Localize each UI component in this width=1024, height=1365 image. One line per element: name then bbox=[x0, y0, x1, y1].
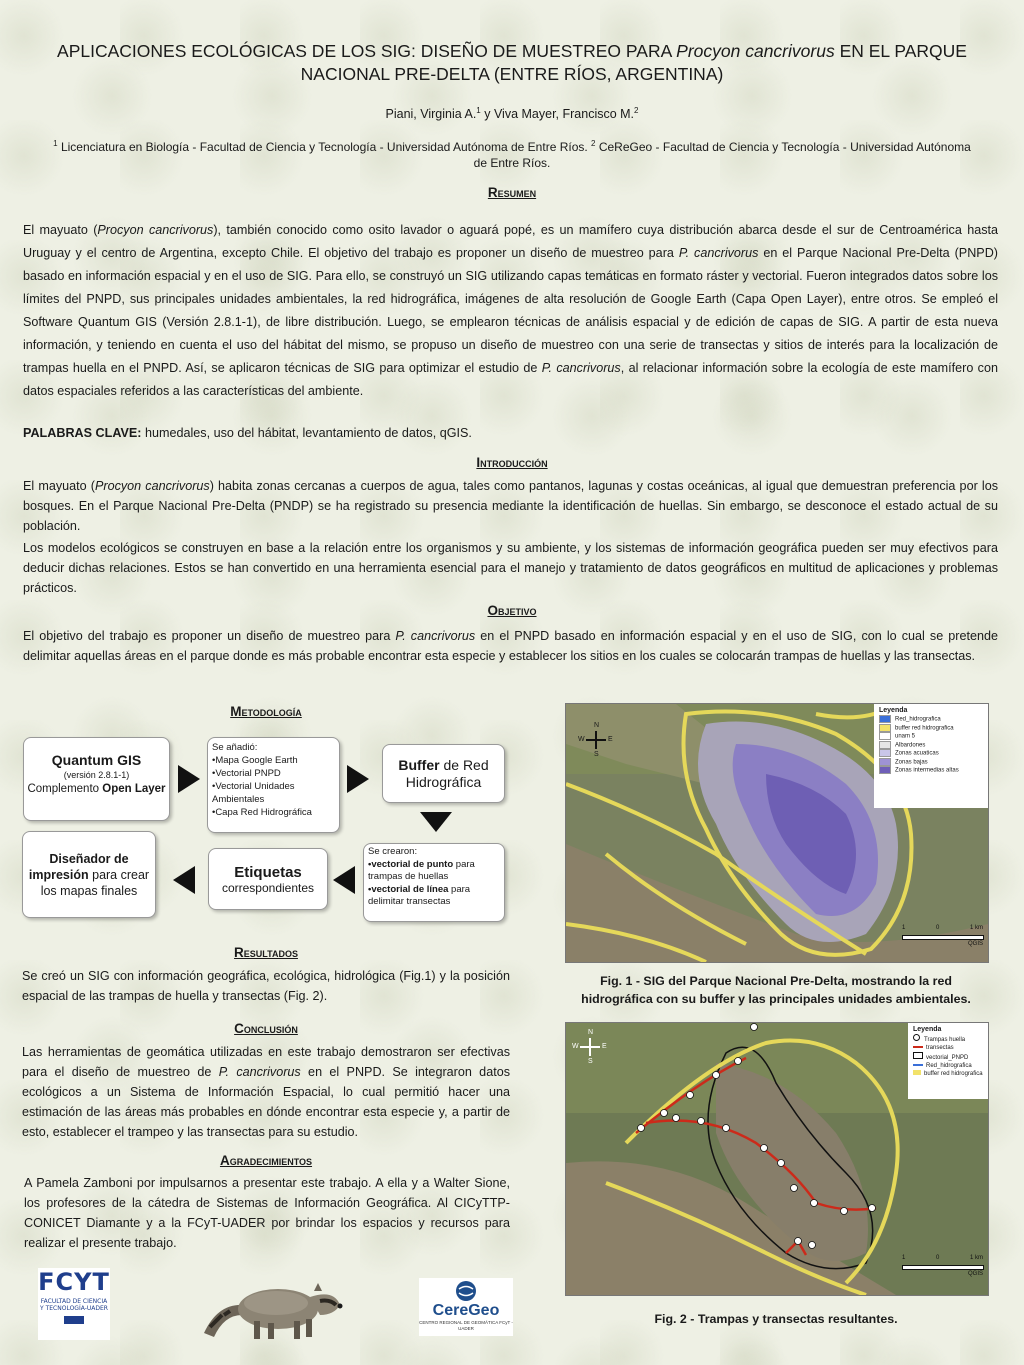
flow-arrow-1 bbox=[178, 765, 200, 793]
legend-swatch bbox=[879, 715, 891, 723]
legend-swatch bbox=[879, 758, 891, 766]
poster-title: APLICACIONES ECOLÓGICAS DE LOS SIG: DISEÑO DE MUESTREO PARA Procyon cancrivorus EN EL PARQUE NACIONAL PRE-DELTA (ENTRE RÍOS, ARGENTINA) bbox=[57, 41, 967, 84]
fig1-map bbox=[565, 703, 989, 963]
agradecimientos-text: A Pamela Zamboni por impulsarnos a presentar este trabajo. A ella y a Walter Sione, los profesores de la cátedra de Sistemas de Información Geográfica. Al CICyTTP-CONICET Diamante y a la FCyT-UADER por brindar los espacios y recursos para realizar el presente trabajo. bbox=[24, 1176, 510, 1250]
flow-arrow-4 bbox=[333, 866, 355, 894]
metodologia-heading: Metodología bbox=[230, 704, 302, 719]
legend-item-transectas: transectas bbox=[913, 1044, 983, 1052]
introduccion-p2: Los modelos ecológicos se construyen en base a la relación entre los organismos y su ambiente, y los sistemas de información geográfica pueden ser muy efectivos para deducir dichas relaciones. Estos se han convertido en una herramienta esencial para el manejo y tratamiento de datos geográficos en multitud de aplicaciones y problemas prácticos. bbox=[23, 541, 998, 595]
fcyt-logo: FCYT FACULTAD DE CIENCIA Y TECNOLOGÍA-UADER bbox=[38, 1268, 110, 1340]
flow-box-se-anadio: Se añadió: •Mapa Google Earth •Vectorial PNPD •Vectorial Unidades Ambientales •Capa Red Hidrográfica bbox=[207, 737, 340, 833]
fig1-legend-item bbox=[879, 732, 983, 741]
legend-item-vectorial: vectorial_PNPD bbox=[913, 1052, 983, 1062]
legend-swatch bbox=[879, 724, 891, 732]
affiliations: $^1$ Licenciatura en Biología - Facultad de Ciencia y Tecnología - Universidad Autónoma de Entre Ríos. $^2$ CeReGeo - Facultad de Ciencia y Tecnología - Universidad Autónoma de Entre Ríos. bbox=[53, 139, 971, 170]
objetivo-heading: Objetivo bbox=[487, 603, 537, 618]
fig1-legend-item bbox=[879, 766, 983, 775]
flow-box-buffer: Buffer de Red Hidrográfica bbox=[382, 744, 505, 803]
globe-icon bbox=[455, 1280, 477, 1302]
legend-item-buffer: buffer red hidrografica bbox=[913, 1070, 983, 1078]
flow-box-disenador: Diseñador de impresión para crear los mapas finales bbox=[22, 831, 156, 918]
fig2-caption: Fig. 2 - Trampas y transectas resultantes. bbox=[654, 1312, 898, 1326]
fig2-scalebar: 1 0 1 km QGIS bbox=[902, 1255, 984, 1277]
fig1-scalebar: 1 0 1 km QGIS bbox=[902, 925, 984, 947]
fig1-legend-item bbox=[879, 758, 983, 767]
resumen-text: El mayuato (Procyon cancrivorus), también conocido como osito lavador o aguará popé, es un mamífero cuya distribución abarca desde el sur de Centroamérica hasta Uruguay y el centro de Argentina, excepto Chile. El objetivo del trabajo es proponer un diseño de muestreo para P. cancrivorus en el Parque Nacional Pre-Delta (PNPD) basado en información espacial y en el uso de SIG. Para ello, se construyó un SIG utilizando capas temáticas en formato ráster y vectorial. Fueron integrados datos sobre los límites del PNPD, sus principales unidades ambientales, la red hidrográfica, imágenes de alta resolución de Google Earth (Capa Open Layer), entre otros. Se empleó el Software Quantum GIS (Versión 2.8.1-1), de libre distribución. Luego, se emplearon técnicas de análisis espacial y de edición de capas de SIG. A partir de esta nueva información, y teniendo en cuenta el uso del hábitat del mismo, se propuso un diseño de muestreo con una serie de transectas y sitios de interés para la localización de trampas huella en el PNPD. Así, se aplicaron técnicas de SIG para optimizar el estudio de P. cancrivorus, al relacionar información sobre la ecología de este mamífero con datos espaciales referidos a las características del ambiente. bbox=[23, 223, 998, 398]
legend-swatch bbox=[879, 741, 891, 749]
agradecimientos-heading: Agradecimientos bbox=[219, 1153, 313, 1168]
ceregeo-logo: CereGeo CENTRO REGIONAL DE GEOMÁTICA FCyT - UADER bbox=[419, 1278, 513, 1336]
legend-label: Zonas acuaticas bbox=[895, 750, 939, 757]
introduccion-heading: Introducción bbox=[476, 455, 548, 470]
fig1-legend-item bbox=[879, 724, 983, 733]
flow-box-quantum-gis: Quantum GIS (versión 2.8.1-1) Complemento Open Layer bbox=[23, 737, 170, 821]
fig1-legend-item bbox=[879, 741, 983, 750]
fig1-legend-item bbox=[879, 749, 983, 758]
legend-label: Zonas intermedias altas bbox=[895, 768, 959, 775]
legend-swatch bbox=[879, 766, 891, 774]
fig1-caption: Fig. 1 - SIG del Parque Nacional Pre-Delta, mostrando la red hidrográfica con su buffer y las principales unidades ambientales. bbox=[581, 974, 971, 1006]
resumen-heading: Resumen bbox=[487, 185, 537, 200]
legend-label: buffer red hidrografica bbox=[895, 725, 954, 732]
fig2-map bbox=[565, 1022, 989, 1296]
flow-arrow-2 bbox=[347, 765, 369, 793]
resultados-text: Se creó un SIG con información geográfica, ecológica, hidrológica (Fig.1) y la posición espacial de las trampas de huella y transectas (Fig. 2). bbox=[22, 969, 510, 1003]
fig2-legend: Leyenda Trampas huella transectas vectorial_PNPD Red_hidrografica buffer red hidrografica bbox=[908, 1023, 988, 1099]
legend-label: Zonas bajas bbox=[895, 759, 928, 766]
flow-box-etiquetas: Etiquetas correspondientes bbox=[208, 848, 328, 910]
keywords: PALABRAS CLAVE: humedales, uso del hábitat, levantamiento de datos, qGIS. bbox=[23, 426, 472, 440]
resultados-heading: Resultados bbox=[234, 945, 298, 960]
legend-label: Red_hidrografica bbox=[895, 716, 941, 723]
flow-arrow-3 bbox=[420, 812, 452, 832]
fig1-compass: N S E W bbox=[578, 722, 613, 758]
flow-box-se-crearon: Se crearon: •vectorial de punto para trampas de huellas •vectorial de línea para delimitar transectas bbox=[363, 843, 505, 922]
flow-arrow-5 bbox=[173, 866, 195, 894]
conclusion-text: Las herramientas de geomática utilizadas en este trabajo demostraron ser efectivas para el diseño de muestreo de P. cancrivorus en el PNPD. Se integraron datos ecológicos a un Sistema de Información Espacial, lo cual permitió hacer una estimación de las áreas más probables en dónde encontrar esta especie y, a partir de esto, establecer el trampeo y las transectas para su estudio. bbox=[22, 1045, 510, 1139]
fig2-compass: N S E W bbox=[572, 1029, 607, 1065]
objetivo-text: El objetivo del trabajo es proponer un diseño de muestreo para P. cancrivorus en el PNPD basado en información espacial y en el uso de SIG, con lo cual se pretende delimitar aquellas áreas en el parque donde es más probable encontrar esta especie y establecer los sitios en los cuales se colocarán trampas de huellas y las transectas. bbox=[23, 629, 999, 663]
legend-swatch bbox=[879, 732, 891, 740]
fig1-legend-item bbox=[879, 715, 983, 724]
authors: Piani, Virginia A.$^1$ y Viva Mayer, Francisco M.$^2$ bbox=[385, 106, 639, 122]
legend-label: unam 5 bbox=[895, 733, 916, 740]
legend-label: Albardones bbox=[895, 742, 926, 749]
introduccion-p1: El mayuato (Procyon cancrivorus) habita zonas cercanas a cuerpos de agua, tales como pantanos, lagunas y costas oceánicas, al igual que demuestran preferencia por los bosques. En el Parque Nacional Pre-Delta (PNDP) se ha registrado su presencia mediante la identificación de huellas. Sin embargo, se desconoce el estado actual de su población. bbox=[23, 479, 998, 533]
conclusion-heading: Conclusión bbox=[234, 1021, 298, 1036]
legend-swatch bbox=[879, 749, 891, 757]
legend-item-trampas: Trampas huella bbox=[913, 1034, 983, 1044]
legend-item-red: Red_hidrografica bbox=[913, 1062, 983, 1070]
fig1-legend: Leyenda Red_hidrografica buffer red hidrografica unam 5 Albardones Zonas acuaticas Zonas bajas Zonas intermedias altas bbox=[874, 704, 988, 808]
raccoon-illustration bbox=[196, 1275, 346, 1343]
